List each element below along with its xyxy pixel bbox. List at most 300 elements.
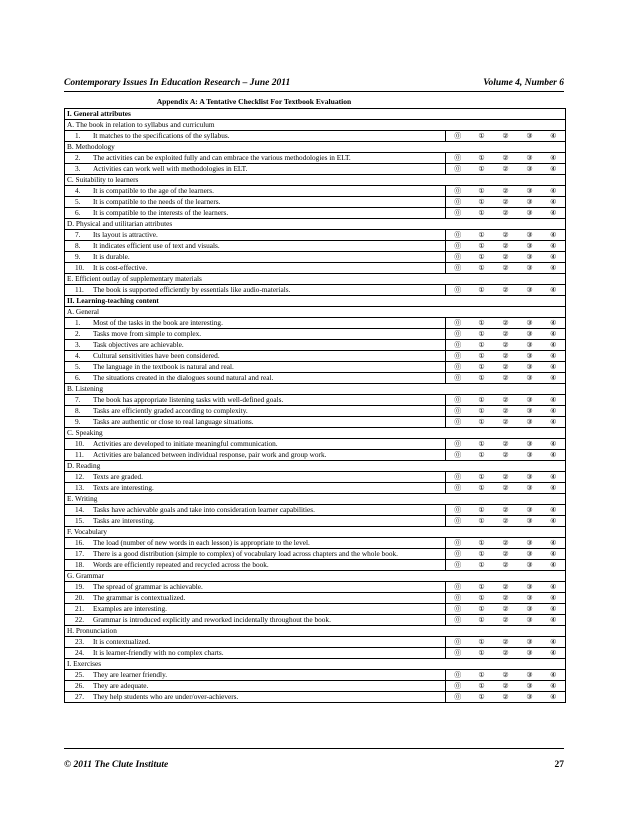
- item-text: They are adequate.: [93, 680, 149, 690]
- item-number: 10.: [75, 438, 85, 448]
- rating-option-2[interactable]: ②: [494, 329, 518, 340]
- rating-option-4[interactable]: ④: [542, 648, 566, 659]
- rating-option-3[interactable]: ③: [518, 692, 542, 703]
- item-number: 13.: [75, 482, 85, 492]
- rating-option-3[interactable]: ③: [518, 670, 542, 681]
- item-text: Task objectives are achievable.: [93, 339, 184, 349]
- rating-option-3[interactable]: ③: [518, 186, 542, 197]
- rating-option-3[interactable]: ③: [518, 560, 542, 571]
- rating-option-4[interactable]: ④: [542, 692, 566, 703]
- subsection-heading-row: [65, 527, 566, 538]
- item-text: The spread of grammar is achievable.: [93, 581, 203, 591]
- rating-option-2[interactable]: ②: [494, 230, 518, 241]
- rating-option-1[interactable]: ①: [470, 329, 494, 340]
- rating-option-4[interactable]: ④: [542, 208, 566, 219]
- item-number: 23.: [75, 636, 85, 646]
- item-text: Tasks move from simple to complex.: [93, 328, 202, 338]
- rating-option-2[interactable]: ②: [494, 186, 518, 197]
- rating-option-3[interactable]: ③: [518, 604, 542, 615]
- checklist-item-row: [65, 604, 566, 615]
- subsection-heading: C. Speaking: [65, 428, 566, 439]
- item-number: 2.: [75, 328, 81, 338]
- rating-option-1[interactable]: ①: [470, 395, 494, 406]
- rating-option-0[interactable]: ⓪: [446, 505, 470, 516]
- rating-option-1[interactable]: ①: [470, 263, 494, 274]
- rating-option-2[interactable]: ②: [494, 681, 518, 692]
- rating-option-0[interactable]: ⓪: [446, 406, 470, 417]
- rating-option-0[interactable]: ⓪: [446, 604, 470, 615]
- rating-option-4[interactable]: ④: [542, 318, 566, 329]
- rating-option-4[interactable]: ④: [542, 340, 566, 351]
- rating-option-0[interactable]: ⓪: [446, 439, 470, 450]
- item-number: 17.: [75, 548, 85, 558]
- item-number: 16.: [75, 537, 85, 547]
- rating-option-0[interactable]: ⓪: [446, 516, 470, 527]
- rating-option-2[interactable]: ②: [494, 406, 518, 417]
- rating-option-0[interactable]: ⓪: [446, 538, 470, 549]
- subsection-heading-row: [65, 571, 566, 582]
- item-number: 8.: [75, 405, 81, 415]
- rating-option-0[interactable]: ⓪: [446, 241, 470, 252]
- checklist-item: [65, 472, 446, 483]
- checklist-item: [65, 692, 446, 703]
- rating-option-1[interactable]: ①: [470, 186, 494, 197]
- rating-option-2[interactable]: ②: [494, 549, 518, 560]
- rating-option-3[interactable]: ③: [518, 164, 542, 175]
- rating-option-2[interactable]: ②: [494, 241, 518, 252]
- rating-option-0[interactable]: ⓪: [446, 153, 470, 164]
- rating-option-2[interactable]: ②: [494, 417, 518, 428]
- rating-option-4[interactable]: ④: [542, 593, 566, 604]
- item-text: Tasks are efficiently graded according to complexity.: [93, 405, 248, 415]
- rating-option-0[interactable]: ⓪: [446, 549, 470, 560]
- item-text: The activities can be exploited fully and can embrace the various methodologies in ELT.: [93, 152, 351, 162]
- item-number: 15.: [75, 515, 85, 525]
- volume-number: Volume 4, Number 6: [483, 78, 564, 88]
- checklist-item: [65, 186, 446, 197]
- checklist-item-row: [65, 692, 566, 703]
- rating-option-4[interactable]: ④: [542, 241, 566, 252]
- rating-option-3[interactable]: ③: [518, 417, 542, 428]
- rating-option-4[interactable]: ④: [542, 329, 566, 340]
- item-number: 6.: [75, 207, 81, 217]
- rating-option-2[interactable]: ②: [494, 692, 518, 703]
- rating-option-1[interactable]: ①: [470, 131, 494, 142]
- rating-option-4[interactable]: ④: [542, 472, 566, 483]
- rating-option-3[interactable]: ③: [518, 439, 542, 450]
- item-text: Examples are interesting.: [93, 603, 167, 613]
- rating-option-1[interactable]: ①: [470, 604, 494, 615]
- rating-option-1[interactable]: ①: [470, 197, 494, 208]
- rating-option-2[interactable]: ②: [494, 505, 518, 516]
- rating-option-4[interactable]: ④: [542, 197, 566, 208]
- rating-option-2[interactable]: ②: [494, 483, 518, 494]
- rating-option-2[interactable]: ②: [494, 593, 518, 604]
- item-text: The load (number of new words in each lesson) is appropriate to the level.: [93, 537, 310, 547]
- rating-option-4[interactable]: ④: [542, 516, 566, 527]
- item-text: It is learner-friendly with no complex charts.: [93, 647, 224, 657]
- rating-option-3[interactable]: ③: [518, 582, 542, 593]
- rating-option-0[interactable]: ⓪: [446, 450, 470, 461]
- rating-option-3[interactable]: ③: [518, 593, 542, 604]
- rating-option-1[interactable]: ①: [470, 483, 494, 494]
- checklist-item-row: [65, 395, 566, 406]
- section-heading-row: [65, 296, 566, 307]
- rating-option-0[interactable]: ⓪: [446, 670, 470, 681]
- item-text: It is compatible to the age of the learners.: [93, 185, 214, 195]
- item-number: 9.: [75, 251, 81, 261]
- footer-rule: [64, 748, 564, 749]
- checklist-item: [65, 538, 446, 549]
- rating-option-2[interactable]: ②: [494, 582, 518, 593]
- subsection-heading-row: [65, 142, 566, 153]
- rating-option-1[interactable]: ①: [470, 582, 494, 593]
- item-number: 11.: [75, 449, 84, 459]
- rating-option-3[interactable]: ③: [518, 450, 542, 461]
- subsection-heading-row: [65, 461, 566, 472]
- rating-option-2[interactable]: ②: [494, 439, 518, 450]
- item-text: Grammar is introduced explicitly and reworked incidentally throughout the book.: [93, 614, 331, 624]
- rating-option-1[interactable]: ①: [470, 472, 494, 483]
- rating-option-3[interactable]: ③: [518, 241, 542, 252]
- checklist-item-row: [65, 472, 566, 483]
- checklist-item-row: [65, 681, 566, 692]
- rating-option-0[interactable]: ⓪: [446, 472, 470, 483]
- rating-option-4[interactable]: ④: [542, 285, 566, 296]
- rating-option-3[interactable]: ③: [518, 197, 542, 208]
- item-number: 11.: [75, 284, 84, 294]
- rating-option-1[interactable]: ①: [470, 153, 494, 164]
- subsection-heading: F. Vocabulary: [65, 527, 566, 538]
- rating-option-4[interactable]: ④: [542, 263, 566, 274]
- rating-option-4[interactable]: ④: [542, 538, 566, 549]
- rating-option-3[interactable]: ③: [518, 538, 542, 549]
- rating-option-3[interactable]: ③: [518, 549, 542, 560]
- checklist-item-row: [65, 208, 566, 219]
- rating-option-1[interactable]: ①: [470, 340, 494, 351]
- item-number: 21.: [75, 603, 85, 613]
- rating-option-1[interactable]: ①: [470, 505, 494, 516]
- item-text: Activities are balanced between individual response, pair work and group work.: [93, 449, 327, 459]
- rating-option-1[interactable]: ①: [470, 637, 494, 648]
- item-number: 25.: [75, 669, 85, 679]
- checklist-item-row: [65, 406, 566, 417]
- rating-option-3[interactable]: ③: [518, 153, 542, 164]
- rating-option-1[interactable]: ①: [470, 373, 494, 384]
- rating-option-4[interactable]: ④: [542, 483, 566, 494]
- rating-option-2[interactable]: ②: [494, 362, 518, 373]
- rating-option-3[interactable]: ③: [518, 406, 542, 417]
- checklist-item: [65, 263, 446, 274]
- rating-option-1[interactable]: ①: [470, 593, 494, 604]
- item-number: 5.: [75, 361, 81, 371]
- rating-option-4[interactable]: ④: [542, 230, 566, 241]
- item-number: 8.: [75, 240, 81, 250]
- rating-option-1[interactable]: ①: [470, 692, 494, 703]
- rating-option-4[interactable]: ④: [542, 395, 566, 406]
- rating-option-4[interactable]: ④: [542, 362, 566, 373]
- item-text: Tasks have achievable goals and take into consideration learner capabilities.: [93, 504, 315, 514]
- checklist-item: [65, 670, 446, 681]
- subsection-heading-row: [65, 219, 566, 230]
- rating-option-1[interactable]: ①: [470, 362, 494, 373]
- rating-option-3[interactable]: ③: [518, 615, 542, 626]
- rating-option-4[interactable]: ④: [542, 582, 566, 593]
- item-number: 3.: [75, 339, 81, 349]
- item-text: Its layout is attractive.: [93, 229, 158, 239]
- rating-option-4[interactable]: ④: [542, 637, 566, 648]
- rating-option-2[interactable]: ②: [494, 516, 518, 527]
- item-text: Cultural sensitivities have been considered.: [93, 350, 220, 360]
- rating-option-2[interactable]: ②: [494, 450, 518, 461]
- rating-option-0[interactable]: ⓪: [446, 637, 470, 648]
- checklist-item-row: [65, 241, 566, 252]
- checklist-item: [65, 318, 446, 329]
- rating-option-0[interactable]: ⓪: [446, 340, 470, 351]
- rating-option-0[interactable]: ⓪: [446, 164, 470, 175]
- rating-option-3[interactable]: ③: [518, 483, 542, 494]
- rating-option-4[interactable]: ④: [542, 417, 566, 428]
- rating-option-1[interactable]: ①: [470, 516, 494, 527]
- rating-option-0[interactable]: ⓪: [446, 318, 470, 329]
- rating-option-1[interactable]: ①: [470, 417, 494, 428]
- journal-title: Contemporary Issues In Education Research – June 2011: [64, 78, 291, 88]
- rating-option-3[interactable]: ③: [518, 230, 542, 241]
- checklist-item: [65, 197, 446, 208]
- rating-option-2[interactable]: ②: [494, 318, 518, 329]
- rating-option-2[interactable]: ②: [494, 153, 518, 164]
- rating-option-0[interactable]: ⓪: [446, 230, 470, 241]
- rating-option-0[interactable]: ⓪: [446, 681, 470, 692]
- rating-option-3[interactable]: ③: [518, 252, 542, 263]
- checklist-item: [65, 241, 446, 252]
- rating-option-2[interactable]: ②: [494, 197, 518, 208]
- rating-option-0[interactable]: ⓪: [446, 263, 470, 274]
- item-number: 5.: [75, 196, 81, 206]
- item-text: Tasks are authentic or close to real language situations.: [93, 416, 254, 426]
- rating-option-1[interactable]: ①: [470, 252, 494, 263]
- rating-option-0[interactable]: ⓪: [446, 615, 470, 626]
- rating-option-3[interactable]: ③: [518, 340, 542, 351]
- rating-option-2[interactable]: ②: [494, 131, 518, 142]
- rating-option-3[interactable]: ③: [518, 329, 542, 340]
- rating-option-2[interactable]: ②: [494, 560, 518, 571]
- checklist-item: [65, 505, 446, 516]
- rating-option-3[interactable]: ③: [518, 351, 542, 362]
- subsection-heading-row: [65, 120, 566, 131]
- checklist-item-row: [65, 131, 566, 142]
- rating-option-0[interactable]: ⓪: [446, 186, 470, 197]
- rating-option-0[interactable]: ⓪: [446, 197, 470, 208]
- item-text: The grammar is contextualized.: [93, 592, 186, 602]
- rating-option-0[interactable]: ⓪: [446, 131, 470, 142]
- rating-option-2[interactable]: ②: [494, 263, 518, 274]
- rating-option-3[interactable]: ③: [518, 505, 542, 516]
- checklist-item-row: [65, 483, 566, 494]
- rating-option-0[interactable]: ⓪: [446, 692, 470, 703]
- rating-option-2[interactable]: ②: [494, 208, 518, 219]
- item-text: They are learner friendly.: [93, 669, 168, 679]
- rating-option-2[interactable]: ②: [494, 373, 518, 384]
- rating-option-3[interactable]: ③: [518, 362, 542, 373]
- rating-option-1[interactable]: ①: [470, 549, 494, 560]
- rating-option-0[interactable]: ⓪: [446, 593, 470, 604]
- rating-option-4[interactable]: ④: [542, 131, 566, 142]
- rating-option-4[interactable]: ④: [542, 681, 566, 692]
- rating-option-4[interactable]: ④: [542, 560, 566, 571]
- subsection-heading: B. Methodology: [65, 142, 566, 153]
- item-number: 9.: [75, 416, 81, 426]
- rating-option-0[interactable]: ⓪: [446, 208, 470, 219]
- rating-option-1[interactable]: ①: [470, 615, 494, 626]
- rating-option-3[interactable]: ③: [518, 263, 542, 274]
- rating-option-3[interactable]: ③: [518, 472, 542, 483]
- rating-option-3[interactable]: ③: [518, 648, 542, 659]
- checklist-item-row: [65, 439, 566, 450]
- rating-option-0[interactable]: ⓪: [446, 648, 470, 659]
- item-text: It indicates efficient use of text and visuals.: [93, 240, 220, 250]
- item-text: There is a good distribution (simple to complex) of vocabulary load across chapters and the whole book.: [93, 548, 398, 558]
- checklist-item-row: [65, 263, 566, 274]
- rating-option-4[interactable]: ④: [542, 439, 566, 450]
- checklist-item-row: [65, 252, 566, 263]
- rating-option-1[interactable]: ①: [470, 670, 494, 681]
- rating-option-1[interactable]: ①: [470, 351, 494, 362]
- item-number: 3.: [75, 163, 81, 173]
- rating-option-3[interactable]: ③: [518, 373, 542, 384]
- item-text: Activities can work well with methodologies in ELT.: [93, 163, 248, 173]
- checklist-item: [65, 483, 446, 494]
- rating-option-1[interactable]: ①: [470, 406, 494, 417]
- item-text: They help students who are under/over-achievers.: [93, 691, 239, 701]
- rating-option-0[interactable]: ⓪: [446, 351, 470, 362]
- rating-option-0[interactable]: ⓪: [446, 395, 470, 406]
- rating-option-0[interactable]: ⓪: [446, 582, 470, 593]
- item-number: 7.: [75, 229, 81, 239]
- checklist-item-row: [65, 670, 566, 681]
- item-number: 18.: [75, 559, 85, 569]
- rating-option-4[interactable]: ④: [542, 615, 566, 626]
- rating-option-1[interactable]: ①: [470, 318, 494, 329]
- rating-option-1[interactable]: ①: [470, 681, 494, 692]
- item-number: 24.: [75, 647, 85, 657]
- subsection-heading: D. Physical and utilitarian attributes: [65, 219, 566, 230]
- rating-option-1[interactable]: ①: [470, 241, 494, 252]
- rating-option-1[interactable]: ①: [470, 450, 494, 461]
- rating-option-0[interactable]: ⓪: [446, 560, 470, 571]
- checklist-item-row: [65, 417, 566, 428]
- rating-option-1[interactable]: ①: [470, 648, 494, 659]
- rating-option-0[interactable]: ⓪: [446, 252, 470, 263]
- rating-option-2[interactable]: ②: [494, 648, 518, 659]
- rating-option-4[interactable]: ④: [542, 450, 566, 461]
- rating-option-4[interactable]: ④: [542, 351, 566, 362]
- rating-option-0[interactable]: ⓪: [446, 417, 470, 428]
- rating-option-4[interactable]: ④: [542, 670, 566, 681]
- rating-option-4[interactable]: ④: [542, 549, 566, 560]
- rating-option-3[interactable]: ③: [518, 285, 542, 296]
- checklist-item: [65, 560, 446, 571]
- rating-option-0[interactable]: ⓪: [446, 362, 470, 373]
- rating-option-2[interactable]: ②: [494, 538, 518, 549]
- checklist-item-row: [65, 230, 566, 241]
- checklist-item-row: [65, 197, 566, 208]
- subsection-heading-row: [65, 274, 566, 285]
- rating-option-1[interactable]: ①: [470, 560, 494, 571]
- rating-option-4[interactable]: ④: [542, 153, 566, 164]
- subsection-heading: E. Efficient outlay of supplementary materials: [65, 274, 566, 285]
- rating-option-3[interactable]: ③: [518, 208, 542, 219]
- rating-option-1[interactable]: ①: [470, 208, 494, 219]
- checklist-item-row: [65, 450, 566, 461]
- rating-option-4[interactable]: ④: [542, 186, 566, 197]
- checklist-item: [65, 450, 446, 461]
- rating-option-0[interactable]: ⓪: [446, 373, 470, 384]
- rating-option-4[interactable]: ④: [542, 505, 566, 516]
- rating-option-3[interactable]: ③: [518, 516, 542, 527]
- item-number: 14.: [75, 504, 85, 514]
- rating-option-4[interactable]: ④: [542, 164, 566, 175]
- rating-option-2[interactable]: ②: [494, 604, 518, 615]
- rating-option-2[interactable]: ②: [494, 637, 518, 648]
- rating-option-1[interactable]: ①: [470, 538, 494, 549]
- checklist-item: [65, 615, 446, 626]
- item-number: 2.: [75, 152, 81, 162]
- rating-option-0[interactable]: ⓪: [446, 329, 470, 340]
- rating-option-2[interactable]: ②: [494, 472, 518, 483]
- rating-option-2[interactable]: ②: [494, 615, 518, 626]
- checklist-item-row: [65, 186, 566, 197]
- checklist-item: [65, 230, 446, 241]
- checklist-item-row: [65, 153, 566, 164]
- rating-option-4[interactable]: ④: [542, 373, 566, 384]
- rating-option-4[interactable]: ④: [542, 406, 566, 417]
- rating-option-3[interactable]: ③: [518, 637, 542, 648]
- rating-option-3[interactable]: ③: [518, 681, 542, 692]
- subsection-heading: C. Suitability to learners: [65, 175, 566, 186]
- rating-option-2[interactable]: ②: [494, 351, 518, 362]
- rating-option-2[interactable]: ②: [494, 395, 518, 406]
- rating-option-1[interactable]: ①: [470, 285, 494, 296]
- rating-option-1[interactable]: ①: [470, 230, 494, 241]
- rating-option-2[interactable]: ②: [494, 252, 518, 263]
- subsection-heading-row: [65, 659, 566, 670]
- checklist-item-row: [65, 318, 566, 329]
- rating-option-2[interactable]: ②: [494, 285, 518, 296]
- checklist-item: [65, 582, 446, 593]
- checklist-table-wrapper: [64, 108, 565, 703]
- rating-option-2[interactable]: ②: [494, 670, 518, 681]
- section-heading: I. General attributes: [65, 109, 566, 120]
- checklist-item-row: [65, 285, 566, 296]
- rating-option-1[interactable]: ①: [470, 164, 494, 175]
- rating-option-2[interactable]: ②: [494, 164, 518, 175]
- rating-option-4[interactable]: ④: [542, 252, 566, 263]
- rating-option-2[interactable]: ②: [494, 340, 518, 351]
- rating-option-4[interactable]: ④: [542, 604, 566, 615]
- rating-option-0[interactable]: ⓪: [446, 285, 470, 296]
- checklist-item-row: [65, 648, 566, 659]
- rating-option-3[interactable]: ③: [518, 395, 542, 406]
- rating-option-3[interactable]: ③: [518, 318, 542, 329]
- appendix-title: Appendix A: A Tentative Checklist For Textbook Evaluation: [156, 97, 352, 106]
- item-number: 7.: [75, 394, 81, 404]
- rating-option-3[interactable]: ③: [518, 131, 542, 142]
- item-text: Tasks are interesting.: [93, 515, 155, 525]
- checklist-item: [65, 681, 446, 692]
- rating-option-0[interactable]: ⓪: [446, 483, 470, 494]
- rating-option-1[interactable]: ①: [470, 439, 494, 450]
